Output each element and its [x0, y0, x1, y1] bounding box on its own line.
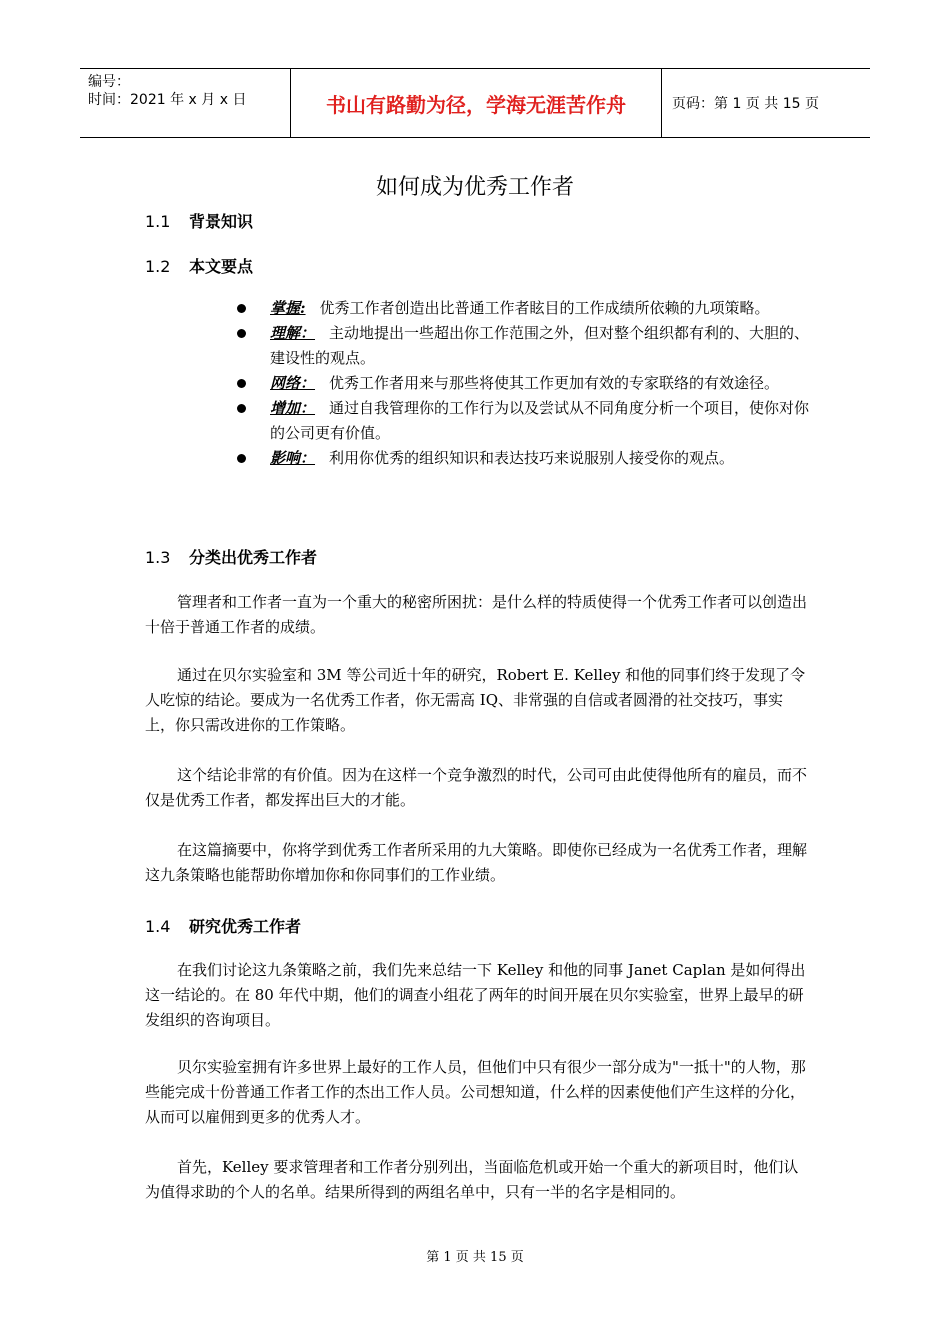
bullet-keyword: 影响：: [270, 449, 316, 467]
bullet-text: 优秀工作者创造出比普通工作者眩目的工作成绩所依赖的九项策略。: [319, 299, 770, 317]
bullet-keyword: 掌握:: [270, 299, 306, 317]
list-item: [235, 446, 810, 471]
body-paragraph: 在这篇摘要中，你将学到优秀工作者所采用的九大策略。即使你已经成为一名优秀工作者，理解这九条策略也能帮助你增加你和你同事们的工作业绩。: [145, 841, 808, 884]
page-header: [80, 68, 870, 138]
bullet-text: 利用你优秀的组织知识和表达技巧来说服别人接受你的观点。: [329, 449, 735, 467]
list-item: [235, 371, 810, 396]
bullet-keyword: 增加：: [270, 399, 316, 417]
bullet-keyword: 理解：: [270, 324, 316, 342]
bullet-text: 主动地提出一些超出你工作范围之外，但对整个组织都有利的、大胆的、建设性的观点。: [270, 324, 810, 367]
section-heading-1-2: [145, 257, 253, 277]
bullet-dot-icon: [237, 304, 246, 313]
bullet-text: 通过自我管理你的工作行为以及尝试从不同角度分析一个项目，使你对你的公司更有价值。: [270, 399, 810, 442]
bullet-text: 优秀工作者用来与那些将使其工作更加有效的专家联络的有效途径。: [329, 374, 780, 392]
header-page-info: 页码：第 1 页 共 15 页: [672, 96, 819, 112]
bullet-dot-icon: [237, 379, 246, 388]
section-title: 本文要点: [189, 257, 254, 276]
body-paragraph: 在我们讨论这九条策略之前，我们先来总结一下 Kelley 和他的同事 Janet Caplan 是如何得出这一结论的。在 80 年代中期，他们的调查小组花了两年的时间开展在贝尔实验室，世界上最早的研发组织的咨询项目。: [145, 961, 806, 1029]
section-number: 1.3: [145, 548, 171, 567]
list-item: [235, 396, 810, 446]
section-heading-1-3: [145, 548, 317, 568]
section-number: 1.4: [145, 917, 171, 936]
section-title: 背景知识: [189, 212, 254, 231]
header-motto: 书山有路勤为径，学海无涯苦作舟: [291, 69, 662, 137]
section-heading-1-1: [145, 212, 253, 232]
section-number: 1.1: [145, 212, 171, 231]
bullet-dot-icon: [237, 454, 246, 463]
section-number: 1.2: [145, 257, 171, 276]
header-meta: [80, 69, 291, 137]
page-footer: 第 1 页 共 15 页: [426, 1250, 524, 1265]
bullet-dot-icon: [237, 329, 246, 338]
list-item: [235, 296, 810, 321]
header-number-label: 编号：: [88, 74, 130, 90]
document-title: 如何成为优秀工作者: [375, 175, 574, 200]
header-time-label: 时间：2021 年 x 月 x 日: [88, 92, 247, 108]
body-paragraph: 管理者和工作者一直为一个重大的秘密所困扰：是什么样的特质使得一个优秀工作者可以创造出十倍于普通工作者的成绩。: [145, 593, 808, 636]
bullet-dot-icon: [237, 404, 246, 413]
section-heading-1-4: [145, 917, 301, 937]
list-item: [235, 321, 810, 371]
section-title: 研究优秀工作者: [189, 917, 302, 936]
section-title: 分类出优秀工作者: [189, 548, 318, 567]
bullet-keyword: 网络：: [270, 374, 316, 392]
key-points-list: [235, 296, 810, 471]
body-paragraph: 首先，Kelley 要求管理者和工作者分别列出，当面临危机或开始一个重大的新项目时，他们认为值得求助的个人的名单。结果所得到的两组名单中，只有一半的名字是相同的。: [145, 1158, 799, 1201]
body-paragraph: 贝尔实验室拥有许多世界上最好的工作人员，但他们中只有很少一部分成为"一抵十"的人物，那些能完成十份普通工作者工作的杰出工作人员。公司想知道，什么样的因素使他们产生这样的分化，从而可以雇佣到更多的优秀人才。: [145, 1058, 806, 1126]
body-paragraph: 通过在贝尔实验室和 3M 等公司近十年的研究，Robert E. Kelley 和他的同事们终于发现了令人吃惊的结论。要成为一名优秀工作者，你无需高 IQ、非常强的自信或者圆滑的社交技巧，事实上，你只需改进你的工作策略。: [145, 666, 806, 734]
body-paragraph: 这个结论非常的有价值。因为在这样一个竞争激烈的时代，公司可由此使得他所有的雇员，而不仅是优秀工作者，都发挥出巨大的才能。: [145, 766, 808, 809]
